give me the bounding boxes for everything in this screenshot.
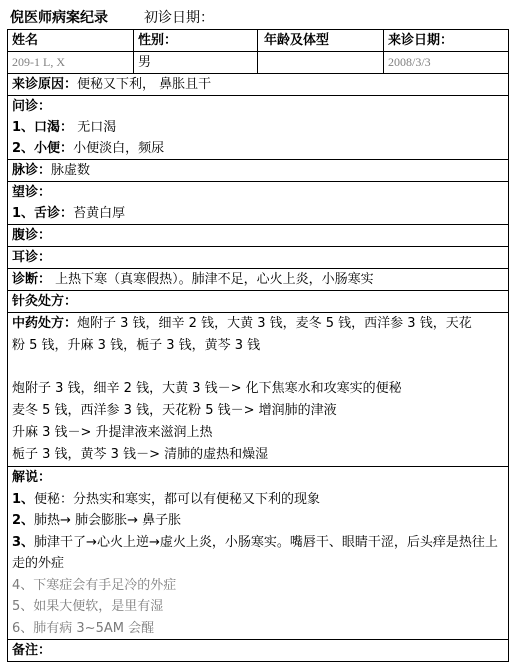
look-row [8, 182, 509, 225]
inquiry-item-key: 小便： [34, 141, 74, 156]
remarks-cell [8, 640, 509, 662]
explanation-num: 3、 [12, 534, 35, 550]
remarks-row [8, 640, 509, 662]
complaint-cell [8, 74, 509, 96]
inquiry-item-text: 小便淡白，频尿 [73, 141, 165, 156]
diagnosis-row [8, 269, 509, 291]
inquiry-item-num: 1、 [12, 120, 35, 135]
patient-age-build [258, 52, 384, 74]
complaint-text: 便秘又下利， 鼻胀且干 [77, 77, 212, 92]
patient-sex: 男 [134, 52, 258, 74]
diagnosis-cell [8, 269, 509, 291]
col-name: 姓名 [8, 30, 134, 52]
first-visit-date-label: 初诊日期： [144, 10, 214, 26]
explanation-num: 4、 [12, 577, 34, 593]
inquiry-cell [8, 96, 509, 160]
blank-line [12, 357, 508, 378]
col-age-build: 年龄及体型 [258, 30, 384, 52]
herbal-note: 栀子 3 钱，黄芩 3 钱－> 清肺的虚热和燥湿 [12, 447, 269, 462]
inquiry-item [12, 138, 508, 159]
explanation-num: 6、 [12, 620, 34, 636]
explanation-cell [8, 467, 509, 640]
herbal-note: 麦冬 5 钱，西洋参 3 钱，天花粉 5 钱－> 增润肺的津液 [12, 403, 337, 418]
pulse-label: 脉诊： [12, 163, 52, 178]
herbal-note: 升麻 3 钱－> 升提津液来滋润上热 [12, 425, 213, 440]
explanation-text: 下寒症会有手足冷的外症 [33, 577, 177, 593]
look-item-key: 舌诊： [34, 206, 74, 221]
diagnosis-text: 上热下寒（真寒假热）。肺津不足，心火上炎，小肠寒实 [51, 272, 374, 287]
look-label: 望诊： [12, 185, 52, 200]
abdomen-label: 腹诊： [12, 228, 52, 243]
herbal-line-1 [12, 313, 508, 335]
record-table [7, 29, 509, 662]
look-item [12, 203, 508, 224]
ear-cell [8, 247, 509, 269]
herbal-label: 中药处方： [12, 316, 78, 331]
diagnosis-label: 诊断： [12, 272, 52, 287]
look-item-num: 1、 [12, 206, 35, 221]
explanation-item [12, 489, 508, 511]
abdomen-row [8, 225, 509, 247]
doctor-record-title: 倪医师病案纪录 [10, 10, 108, 26]
inquiry-row [8, 96, 509, 160]
acupuncture-cell [8, 291, 509, 313]
inquiry-item [12, 117, 508, 138]
pulse-text: 脉虚数 [51, 163, 91, 178]
acupuncture-row [8, 291, 509, 313]
col-visit-date: 来诊日期： [384, 30, 509, 52]
explanation-item [12, 532, 508, 575]
complaint-label: 来诊原因： [12, 77, 78, 92]
explanation-item [12, 575, 508, 597]
patient-visit-date: 2008/3/3 [384, 52, 509, 74]
explanation-item [12, 618, 508, 640]
explanation-num: 1、 [12, 491, 35, 507]
herbal-cell [8, 313, 509, 467]
abdomen-cell [8, 225, 509, 247]
inquiry-item-num: 2、 [12, 141, 35, 156]
inquiry-item-text: 无口渴 [77, 120, 117, 135]
ear-label: 耳诊： [12, 250, 52, 265]
herbal-line-1-text: 炮附子 3 钱，细辛 2 钱，大黄 3 钱，麦冬 5 钱，西洋参 3 钱，天花 [77, 316, 472, 331]
patient-name: 209-1 L, X [8, 52, 134, 74]
col-sex: 性别： [134, 30, 258, 52]
explanation-text: 便秘：分热实和寒实，都可以有便秘又下利的现象 [34, 491, 321, 507]
header-row [8, 30, 509, 52]
herbal-note: 炮附子 3 钱，细辛 2 钱，大黄 3 钱－> 化下焦寒水和攻寒实的便秘 [12, 381, 402, 396]
ear-row [8, 247, 509, 269]
explanation-row [8, 467, 509, 640]
record-title [10, 8, 214, 28]
pulse-row [8, 160, 509, 182]
explanation-text: 肺有病 3~5AM 会醒 [33, 620, 155, 636]
look-cell [8, 182, 509, 225]
explanation-text: 如果大便软，是里有湿 [33, 599, 164, 614]
herbal-row [8, 313, 509, 467]
acupuncture-label: 针灸处方： [12, 294, 78, 309]
explanation-item [12, 596, 508, 618]
inquiry-label: 问诊： [12, 99, 52, 114]
inquiry-item-key: 口渴： [34, 120, 74, 135]
explanation-num: 5、 [12, 599, 34, 614]
explanation-text: 肺津干了→心火上逆→虚火上炎，小肠寒实。嘴唇干、眼睛干涩，后头痒是热往上走的外症 [12, 534, 498, 571]
explanation-label: 解说： [12, 470, 52, 485]
explanation-num: 2、 [12, 513, 35, 528]
explanation-text: 肺热→ 肺会膨胀→ 鼻子胀 [34, 513, 182, 528]
explanation-item [12, 510, 508, 532]
herbal-line-2: 粉 5 钱，升麻 3 钱，栀子 3 钱，黄芩 3 钱 [12, 338, 261, 353]
pulse-cell [8, 160, 509, 182]
look-item-text: 苔黄白厚 [73, 206, 126, 221]
remarks-label: 备注： [12, 643, 52, 658]
patient-row [8, 52, 509, 74]
complaint-row [8, 74, 509, 96]
